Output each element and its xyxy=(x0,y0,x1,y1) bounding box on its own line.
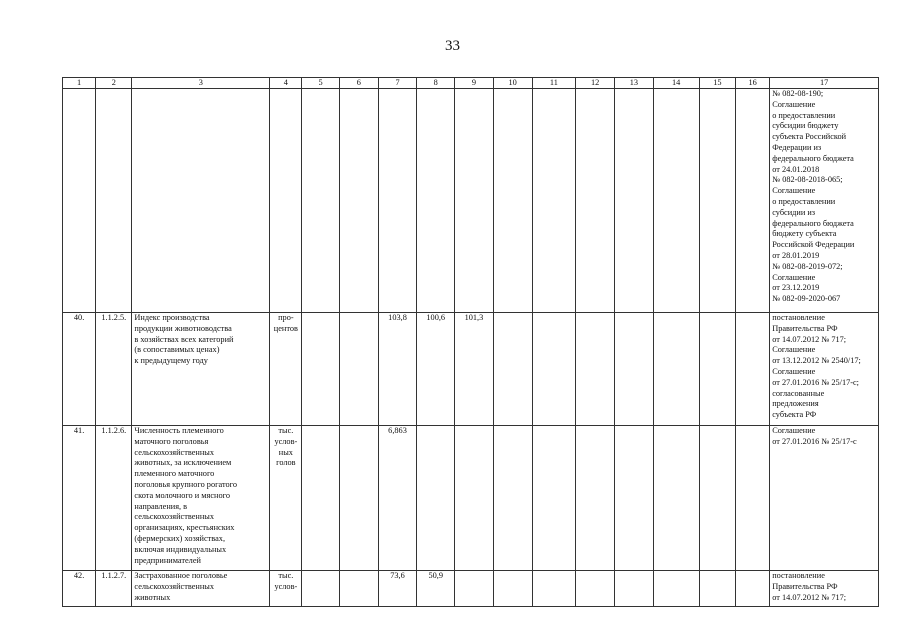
basis-line: предложения xyxy=(772,399,819,409)
basis-line: № 082-08-190; xyxy=(772,89,824,98)
unit-cell xyxy=(270,89,302,313)
basis-line: Соглашение xyxy=(772,272,816,282)
indicator-name-line: (в сопоставимых ценах) xyxy=(134,345,220,355)
cell-col-11 xyxy=(532,426,575,571)
column-numbers-row xyxy=(63,78,879,89)
indicator-name-line: (фермерских) хозяйствах, xyxy=(134,533,226,543)
unit-cell xyxy=(270,426,302,571)
basis-line: от 23.12.2019 xyxy=(772,283,820,293)
indicator-name-line: продукции животноводства xyxy=(134,323,232,333)
cell-col-10 xyxy=(493,426,532,571)
unit-line: услов- xyxy=(274,581,298,591)
cell-col-15 xyxy=(699,313,735,426)
unit-line: тыс. xyxy=(278,571,294,580)
cell-col-15 xyxy=(699,89,735,313)
basis-line: от 27.01.2016 № 25/17-с xyxy=(772,436,857,446)
value-col-7: 73,6 xyxy=(378,571,416,607)
value-col-9 xyxy=(455,571,493,607)
indicator-name-line: в хозяйствах всех категорий xyxy=(134,334,234,344)
indicator-name-cell xyxy=(132,426,270,571)
indicator-name-line: Застрахованное поголовье xyxy=(134,571,228,580)
cell-col-13 xyxy=(615,89,653,313)
basis-line: от 27.01.2016 № 25/17-с; xyxy=(772,377,859,387)
cell-col-13 xyxy=(615,313,653,426)
indicator-name-cell xyxy=(132,571,270,607)
column-number-7: 7 xyxy=(378,78,416,89)
indicators-table xyxy=(62,77,879,607)
table-row xyxy=(63,313,879,426)
indicator-name-line: животных, за исключением xyxy=(134,458,232,468)
cell-col-6 xyxy=(339,571,378,607)
basis-cell xyxy=(770,313,879,426)
basis-line: от 28.01.2019 xyxy=(772,250,820,260)
cell-col-6 xyxy=(339,89,378,313)
basis-line: о предоставлении xyxy=(772,196,836,206)
indicator-code-cell xyxy=(96,89,132,313)
unit-line: услов- xyxy=(274,436,298,446)
basis-line: субъекта Российской xyxy=(772,132,847,142)
table-row xyxy=(63,571,879,607)
indicator-name-line: сельскохозяйственных xyxy=(134,512,215,522)
basis-cell xyxy=(770,426,879,571)
column-number-5: 5 xyxy=(302,78,339,89)
cell-col-5 xyxy=(302,426,339,571)
cell-col-11 xyxy=(532,89,575,313)
column-number-3: 3 xyxy=(132,78,270,89)
cell-col-10 xyxy=(493,313,532,426)
cell-col-10 xyxy=(493,571,532,607)
basis-line: от 24.01.2018 xyxy=(772,164,820,174)
column-number-15: 15 xyxy=(699,78,735,89)
indicator-name-line: скота молочного и мясного xyxy=(134,490,230,500)
column-number-2: 2 xyxy=(96,78,132,89)
column-number-1: 1 xyxy=(63,78,96,89)
indicator-name-line: направления, в xyxy=(134,501,188,511)
indicator-name-line: Индекс производства xyxy=(134,313,210,322)
value-col-9 xyxy=(455,426,493,571)
basis-line: от 14.07.2012 № 717; xyxy=(772,592,847,602)
basis-line: о предоставлении xyxy=(772,110,836,120)
cell-col-12 xyxy=(576,89,615,313)
value-col-9 xyxy=(455,89,493,313)
basis-line: Российской Федерации xyxy=(772,240,855,250)
value-col-8: 100,6 xyxy=(417,313,455,426)
unit-cell xyxy=(270,313,302,426)
cell-col-10 xyxy=(493,89,532,313)
basis-cell xyxy=(770,89,879,313)
indicator-name-cell xyxy=(132,89,270,313)
basis-line: Правительства РФ xyxy=(772,323,838,333)
indicator-name-line: сельскохозяйственных xyxy=(134,581,215,591)
row-number-cell: 40. xyxy=(63,313,96,426)
cell-col-11 xyxy=(532,571,575,607)
cell-col-15 xyxy=(699,571,735,607)
indicator-name-line: организациях, крестьянских xyxy=(134,523,235,533)
column-number-10: 10 xyxy=(493,78,532,89)
cell-col-6 xyxy=(339,426,378,571)
column-number-14: 14 xyxy=(653,78,699,89)
row-number-cell: 41. xyxy=(63,426,96,571)
basis-line: субсидии из xyxy=(772,207,816,217)
basis-line: федерального бюджета xyxy=(772,153,854,163)
indicator-name-line: включая индивидуальных xyxy=(134,544,227,554)
cell-col-12 xyxy=(576,426,615,571)
value-col-7 xyxy=(378,89,416,313)
indicator-name-line: Численность племенного xyxy=(134,426,224,435)
basis-line: Соглашение xyxy=(772,345,816,355)
cell-col-14 xyxy=(653,571,699,607)
cell-col-5 xyxy=(302,571,339,607)
row-number-cell xyxy=(63,89,96,313)
unit-line: центов xyxy=(273,323,298,333)
cell-col-13 xyxy=(615,426,653,571)
basis-line: субсидии бюджету xyxy=(772,121,839,131)
value-col-7: 103,8 xyxy=(378,313,416,426)
cell-col-16 xyxy=(736,426,770,571)
unit-line: тыс. xyxy=(278,426,294,435)
unit-line: ных xyxy=(278,447,293,457)
basis-line: субъекта РФ xyxy=(772,410,817,420)
value-col-8 xyxy=(417,89,455,313)
indicator-name-cell xyxy=(132,313,270,426)
table-row xyxy=(63,89,879,313)
basis-line: Соглашение xyxy=(772,186,816,196)
indicator-name-line: племенного маточного xyxy=(134,469,215,479)
column-number-16: 16 xyxy=(736,78,770,89)
page-number: 33 xyxy=(445,38,460,54)
cell-col-14 xyxy=(653,313,699,426)
basis-line: федерального бюджета xyxy=(772,218,854,228)
cell-col-5 xyxy=(302,89,339,313)
indicator-name-line: животных xyxy=(134,592,171,602)
cell-col-15 xyxy=(699,426,735,571)
cell-col-5 xyxy=(302,313,339,426)
unit-line: голов xyxy=(276,458,296,468)
indicator-code-cell: 1.1.2.7. xyxy=(96,571,132,607)
basis-line: бюджету субъекта xyxy=(772,229,837,239)
column-number-13: 13 xyxy=(615,78,653,89)
unit-line: про- xyxy=(278,313,294,322)
cell-col-16 xyxy=(736,89,770,313)
column-number-9: 9 xyxy=(455,78,493,89)
indicator-code-cell: 1.1.2.5. xyxy=(96,313,132,426)
basis-line: № 082-08-2018-065; xyxy=(772,175,843,185)
table-row xyxy=(63,426,879,571)
column-number-11: 11 xyxy=(532,78,575,89)
unit-cell xyxy=(270,571,302,607)
column-number-4: 4 xyxy=(270,78,302,89)
cell-col-13 xyxy=(615,571,653,607)
basis-line: Правительства РФ xyxy=(772,581,838,591)
cell-col-16 xyxy=(736,313,770,426)
basis-line: № 082-09-2020-067 xyxy=(772,294,841,304)
column-number-17: 17 xyxy=(770,78,879,89)
indicator-name-line: сельскохозяйственных xyxy=(134,447,215,457)
basis-line: от 13.12.2012 № 2540/17; xyxy=(772,356,861,366)
basis-line: Соглашение xyxy=(772,99,816,109)
cell-col-11 xyxy=(532,313,575,426)
indicator-name-line: маточного поголовья xyxy=(134,436,209,446)
value-col-8 xyxy=(417,426,455,571)
indicator-code-cell: 1.1.2.6. xyxy=(96,426,132,571)
cell-col-14 xyxy=(653,426,699,571)
basis-line: Соглашение xyxy=(772,366,816,376)
basis-line: от 14.07.2012 № 717; xyxy=(772,334,847,344)
indicator-name-line: к предыдущему году xyxy=(134,356,208,366)
cell-col-12 xyxy=(576,571,615,607)
basis-line: Соглашение xyxy=(772,426,816,435)
column-number-6: 6 xyxy=(339,78,378,89)
basis-line: постановление xyxy=(772,313,825,322)
basis-cell xyxy=(770,571,879,607)
basis-line: № 082-08-2019-072; xyxy=(772,261,843,271)
cell-col-16 xyxy=(736,571,770,607)
value-col-8: 50,9 xyxy=(417,571,455,607)
indicator-name-line: поголовья крупного рогатого xyxy=(134,479,237,489)
basis-line: постановление xyxy=(772,571,825,580)
cell-col-6 xyxy=(339,313,378,426)
basis-line: согласованные xyxy=(772,388,825,398)
column-number-8: 8 xyxy=(417,78,455,89)
value-col-9: 101,3 xyxy=(455,313,493,426)
column-number-12: 12 xyxy=(576,78,615,89)
value-col-7: 6,863 xyxy=(378,426,416,571)
cell-col-14 xyxy=(653,89,699,313)
basis-line: Федерации из xyxy=(772,142,822,152)
indicator-name-line: предпринимателей xyxy=(134,555,201,565)
row-number-cell: 42. xyxy=(63,571,96,607)
cell-col-12 xyxy=(576,313,615,426)
